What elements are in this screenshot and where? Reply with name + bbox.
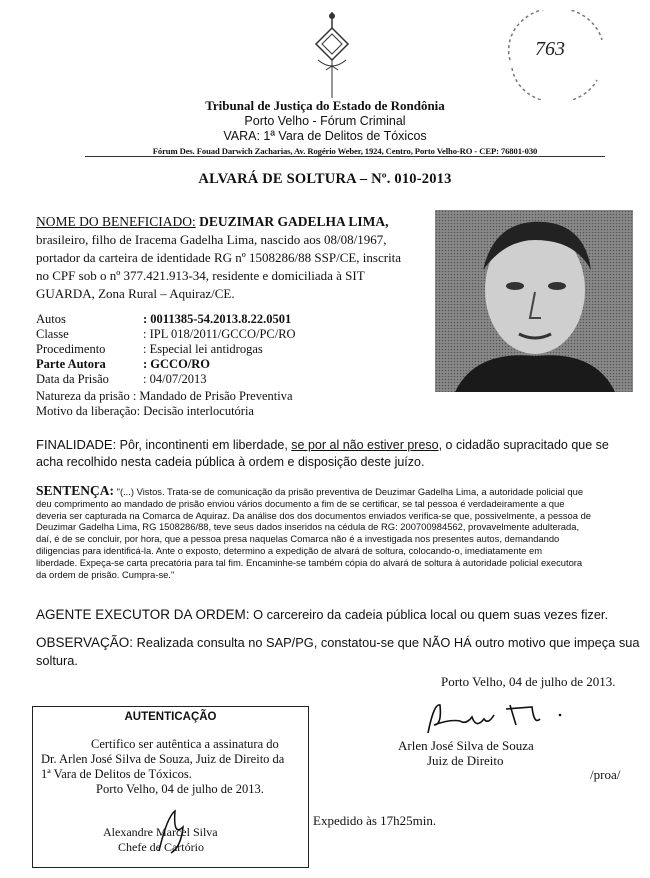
beneficiary-label: NOME DO BENEFICIADO: <box>36 214 196 229</box>
sentenca-line-7: liberdade. Expeça-se carta precatória para tal fim. Encaminhe-se também cópia do alvará de soltura à autoridade policial executora <box>36 556 583 568</box>
beneficiary-line-3: no CPF sob o nº 377.421.913-34, residente e domiciliada à SIT <box>36 268 365 283</box>
motivo-liberacao: Motivo da liberação: Decisão interlocutória <box>36 404 254 418</box>
field-label: Data da Prisão <box>36 372 109 386</box>
header-divider <box>85 156 605 157</box>
observacao-line-1: Realizada consulta no SAP/PG, constatou-se que NÃO HÁ outro motivo que impeça sua <box>133 635 640 650</box>
sentenca-line-4: Deuzimar Gadelha Lima, RG 1508286/88, teve seus dados inseridos na cédula de RG: 200700984562, provavelmente adulterada, <box>36 521 580 533</box>
sentenca-line-2: deu comprimento ao mandado de prisão enviou vários documento a fim de se certificar, se tal pessoa é verdadeiramente a que <box>36 497 565 509</box>
field-value: : 0011385-54.2013.8.22.0501 <box>143 312 292 326</box>
sentenca-label: SENTENÇA: <box>36 483 115 498</box>
judge-signature <box>420 695 580 740</box>
sentenca-line-8: da ordem de prisão. Cumpra-se." <box>36 568 175 580</box>
field-label: Procedimento <box>36 342 106 356</box>
field-value: : IPL 018/2011/GCCO/PC/RO <box>143 327 296 341</box>
beneficiary-line-4: GUARDA, Zona Rural – Aquiraz/CE. <box>36 286 235 301</box>
court-name: Tribunal de Justiça do Estado de Rondônia <box>205 98 445 113</box>
beneficiary-line-2: portador da carteira de identidade RG nº 1508286/88 SSP/CE, inscrita <box>36 250 402 265</box>
page-number: 763 <box>535 38 565 60</box>
sentenca-line-5: daí, é de se concluir, por hora, que a pessoa presa naquelas Comarca não é a investigada nos presentes autos, demandando <box>36 533 560 545</box>
judge-title: Juiz de Direito <box>427 753 504 768</box>
beneficiary-name: DEUZIMAR GADELHA LIMA, <box>199 214 389 229</box>
court-vara: VARA: 1ª Vara de Delitos de Tóxicos <box>223 129 427 143</box>
closing-date: Porto Velho, 04 de julho de 2013. <box>441 674 616 689</box>
clerk-title: Chefe de Cartório <box>118 840 204 854</box>
agente-label: AGENTE EXECUTOR DA ORDEM: <box>36 607 250 622</box>
auth-line-2: Dr. Arlen José Silva de Souza, Juiz de Direito da <box>41 752 285 766</box>
expedido-time: Expedido às 17h25min. <box>313 813 437 828</box>
sentenca-line-1: "(...) Vistos. Trata-se de comunicação da prisão preventiva de Deuzimar Gadelha Lima, a autoridade policial que <box>114 486 584 497</box>
field-label: Autos <box>36 312 66 326</box>
finalidade-label: FINALIDADE: <box>36 437 117 452</box>
court-address: Fórum Des. Fouad Darwich Zacharias, Av. Rogério Weber, 1924, Centro, Porto Velho-RO - CEP: 76801-030 <box>152 146 538 156</box>
auth-line-3: 1ª Vara de Delitos de Tóxicos. <box>41 767 192 781</box>
natureza-prisao: Natureza da prisão : Mandado de Prisão Preventiva <box>36 389 293 403</box>
field-value: : GCCO/RO <box>143 357 211 371</box>
judge-name: Arlen José Silva de Souza <box>398 738 534 753</box>
clerk-name: Alexandre Marcel Silva <box>103 825 218 839</box>
finalidade-text-c: , o cidadão supracitado que se <box>438 438 609 452</box>
beneficiary-photo <box>435 210 633 392</box>
auth-line-4: Porto Velho, 04 de julho de 2013. <box>96 782 264 796</box>
beneficiary-line-1: brasileiro, filho de Iracema Gadelha Lima, nascido aos 08/08/1967, <box>36 232 387 247</box>
authentication-title: AUTENTICAÇÃO <box>124 711 217 723</box>
field-value: : 04/07/2013 <box>143 372 207 386</box>
coat-of-arms-icon <box>308 10 356 100</box>
agente-text: O carcereiro da cadeia pública local ou quem suas vezes fizer. <box>249 607 609 622</box>
field-value: : Especial lei antidrogas <box>143 342 263 356</box>
finalidade-line-2: acha recolhido nesta cadeia pública à ordem e disposição deste juízo. <box>36 455 425 469</box>
sentenca-line-3: deveria ser capturada na Comarca de Aquiraz. Da análise dos dos documentos enviados verifica-se que, possivelmente, a pessoa de <box>36 509 592 521</box>
field-label: Classe <box>36 327 69 341</box>
case-fields <box>36 312 396 386</box>
court-location: Porto Velho - Fórum Criminal <box>244 114 406 128</box>
field-label: Parte Autora <box>36 357 106 371</box>
authentication-box <box>32 706 309 868</box>
sentenca-line-6: diligencias para identificá-la. Ante o exposto, determino a expedição de alvará de soltura, colocando-o, imediatamente em <box>36 544 543 556</box>
auth-line-1: Certifico ser autêntica a assinatura do <box>91 737 279 751</box>
finalidade-text-b: se por al não estiver preso <box>291 438 439 452</box>
observacao-label: OBSERVAÇÃO: <box>36 635 134 650</box>
document-title: ALVARÁ DE SOLTURA – Nº. 010-2013 <box>198 171 452 187</box>
reference-code: /proa/ <box>590 767 621 782</box>
observacao-line-2: soltura. <box>36 653 78 668</box>
finalidade-text-a: Pôr, incontinenti em liberdade, <box>116 438 292 452</box>
